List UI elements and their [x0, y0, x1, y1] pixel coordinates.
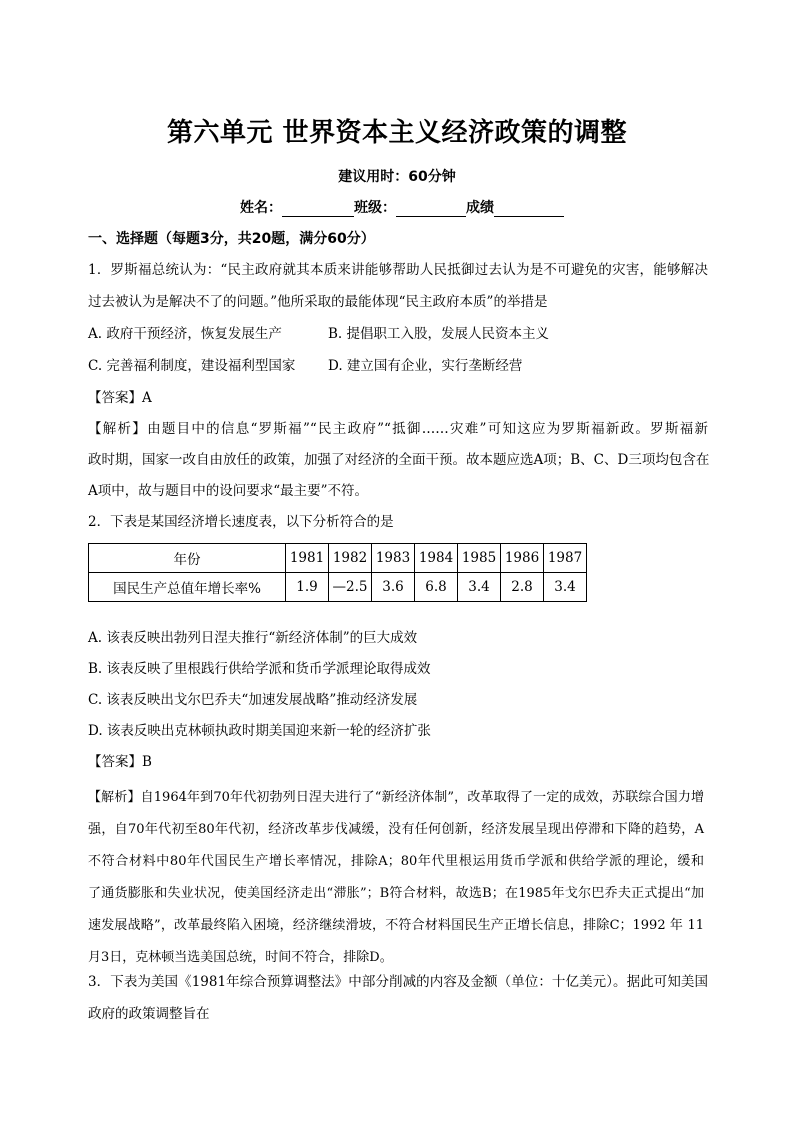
q2-explanation-line1: 【解析】自1964年到70年代初勃列日涅夫进行了“新经济体制”，改革取得了一定的成效，苏联综合国力增: [88, 790, 704, 805]
q2-option-d: D. 该表反映出克林顿执政时期美国迎来新一轮的经济扩张: [88, 723, 431, 739]
table-row-label: 国民生产总值年增长率%: [89, 573, 286, 602]
page-title: 第六单元 世界资本主义经济政策的调整: [166, 118, 628, 148]
suggested-time: 建议用时：60分钟: [338, 169, 456, 185]
q3-stem-line1: 3．下表为美国《1981年综合预算调整法》中部分削减的内容及金额（单位：十亿美元）。据此可知美国: [88, 974, 708, 990]
name-label: 姓名：: [240, 200, 282, 216]
q2-explanation-line5: 速发展战略”，改革最终陷入困境，经济继续滑坡，不符合材料国民生产正增长信息，排除C；1992 年 11: [88, 918, 704, 933]
table-year-cell: 1986: [501, 544, 544, 573]
table-value-cell: 6.8: [415, 573, 458, 602]
table-year-cell: 1987: [544, 544, 587, 573]
q1-option-a: A. 政府干预经济，恢复发展生产: [88, 326, 282, 342]
class-label: 班级：: [354, 200, 396, 216]
q2-explanation-line3: 不符合材料中80年代国民生产增长率情况，排除A；80年代里根运用货币学派和供给学派的理论，缓和: [88, 854, 704, 869]
score-blank[interactable]: [494, 202, 564, 217]
q1-option-b: B. 提倡职工入股，发展人民资本主义: [328, 326, 550, 342]
student-info-line: [240, 197, 564, 217]
table-value-cell: —2.5: [329, 573, 372, 602]
table-year-cell: 1982: [329, 544, 372, 573]
table-value-cell: 3.4: [458, 573, 501, 602]
q2-option-b: B. 该表反映了里根践行供给学派和货币学派理论取得成效: [88, 661, 431, 677]
q2-option-c: C. 该表反映出戈尔巴乔夫“加速发展战略”推动经济发展: [88, 692, 418, 708]
table-value-cell: 3.4: [544, 573, 587, 602]
q1-answer: 【答案】A: [88, 390, 152, 406]
name-blank[interactable]: [282, 202, 354, 217]
table-year-cell: 1981: [286, 544, 329, 573]
q2-explanation-line6: 月3日，克林顿当选美国总统，时间不符合，排除D。: [88, 950, 393, 965]
q2-answer: 【答案】B: [88, 754, 152, 770]
score-label: 成绩: [466, 200, 494, 216]
q1-explanation-line3: A项中，故与题目中的设问要求“最主要”不符。: [88, 483, 369, 499]
q1-explanation-line1: 【解析】由题目中的信息“罗斯福”“民主政府”“抵御……灾难”可知这应为罗斯福新政。罗斯福新: [88, 421, 708, 437]
q1-stem-line2: 过去被认为是解决不了的问题。”他所采取的最能体现“民主政府本质”的举措是: [88, 294, 548, 310]
q1-option-d: D. 建立国有企业，实行垄断经营: [328, 358, 523, 374]
table-value-cell: 1.9: [286, 573, 329, 602]
q2-explanation-line2: 强，自70年代初至80年代初，经济改革步伐减缓，没有任何创新，经济发展呈现出停滞和下降的趋势，A: [88, 822, 704, 837]
table-header-row: [89, 544, 587, 573]
table-year-cell: 1983: [372, 544, 415, 573]
q2-option-a: A. 该表反映出勃列日涅夫推行“新经济体制”的巨大成效: [88, 630, 418, 646]
section-heading: 一、选择题（每题3分，共20题，满分60分）: [88, 231, 375, 247]
table-data-row: [89, 573, 587, 602]
table-value-cell: 2.8: [501, 573, 544, 602]
table-header-label: 年份: [89, 544, 286, 573]
class-blank[interactable]: [396, 202, 466, 217]
q2-stem: 2．下表是某国经济增长速度表，以下分析符合的是: [88, 514, 394, 530]
q1-option-c: C. 完善福利制度，建设福利型国家: [88, 358, 296, 374]
table-year-cell: 1985: [458, 544, 501, 573]
q2-explanation-line4: 了通货膨胀和失业状况，使美国经济走出“滞胀”；B符合材料，故选B；在1985年戈尔巴乔夫正式提出“加: [88, 886, 704, 901]
gdp-growth-table: [88, 543, 587, 602]
q1-stem-line1: 1．罗斯福总统认为：“民主政府就其本质来讲能够帮助人民抵御过去认为是不可避免的灾害，能够解决: [88, 262, 708, 278]
table-year-cell: 1984: [415, 544, 458, 573]
q3-stem-line2: 政府的政策调整旨在: [88, 1006, 210, 1022]
q1-explanation-line2: 政时期，国家一改自由放任的政策，加强了对经济的全面干预。故本题应选A项；B、C、D三项均包含在: [88, 452, 710, 468]
table-value-cell: 3.6: [372, 573, 415, 602]
